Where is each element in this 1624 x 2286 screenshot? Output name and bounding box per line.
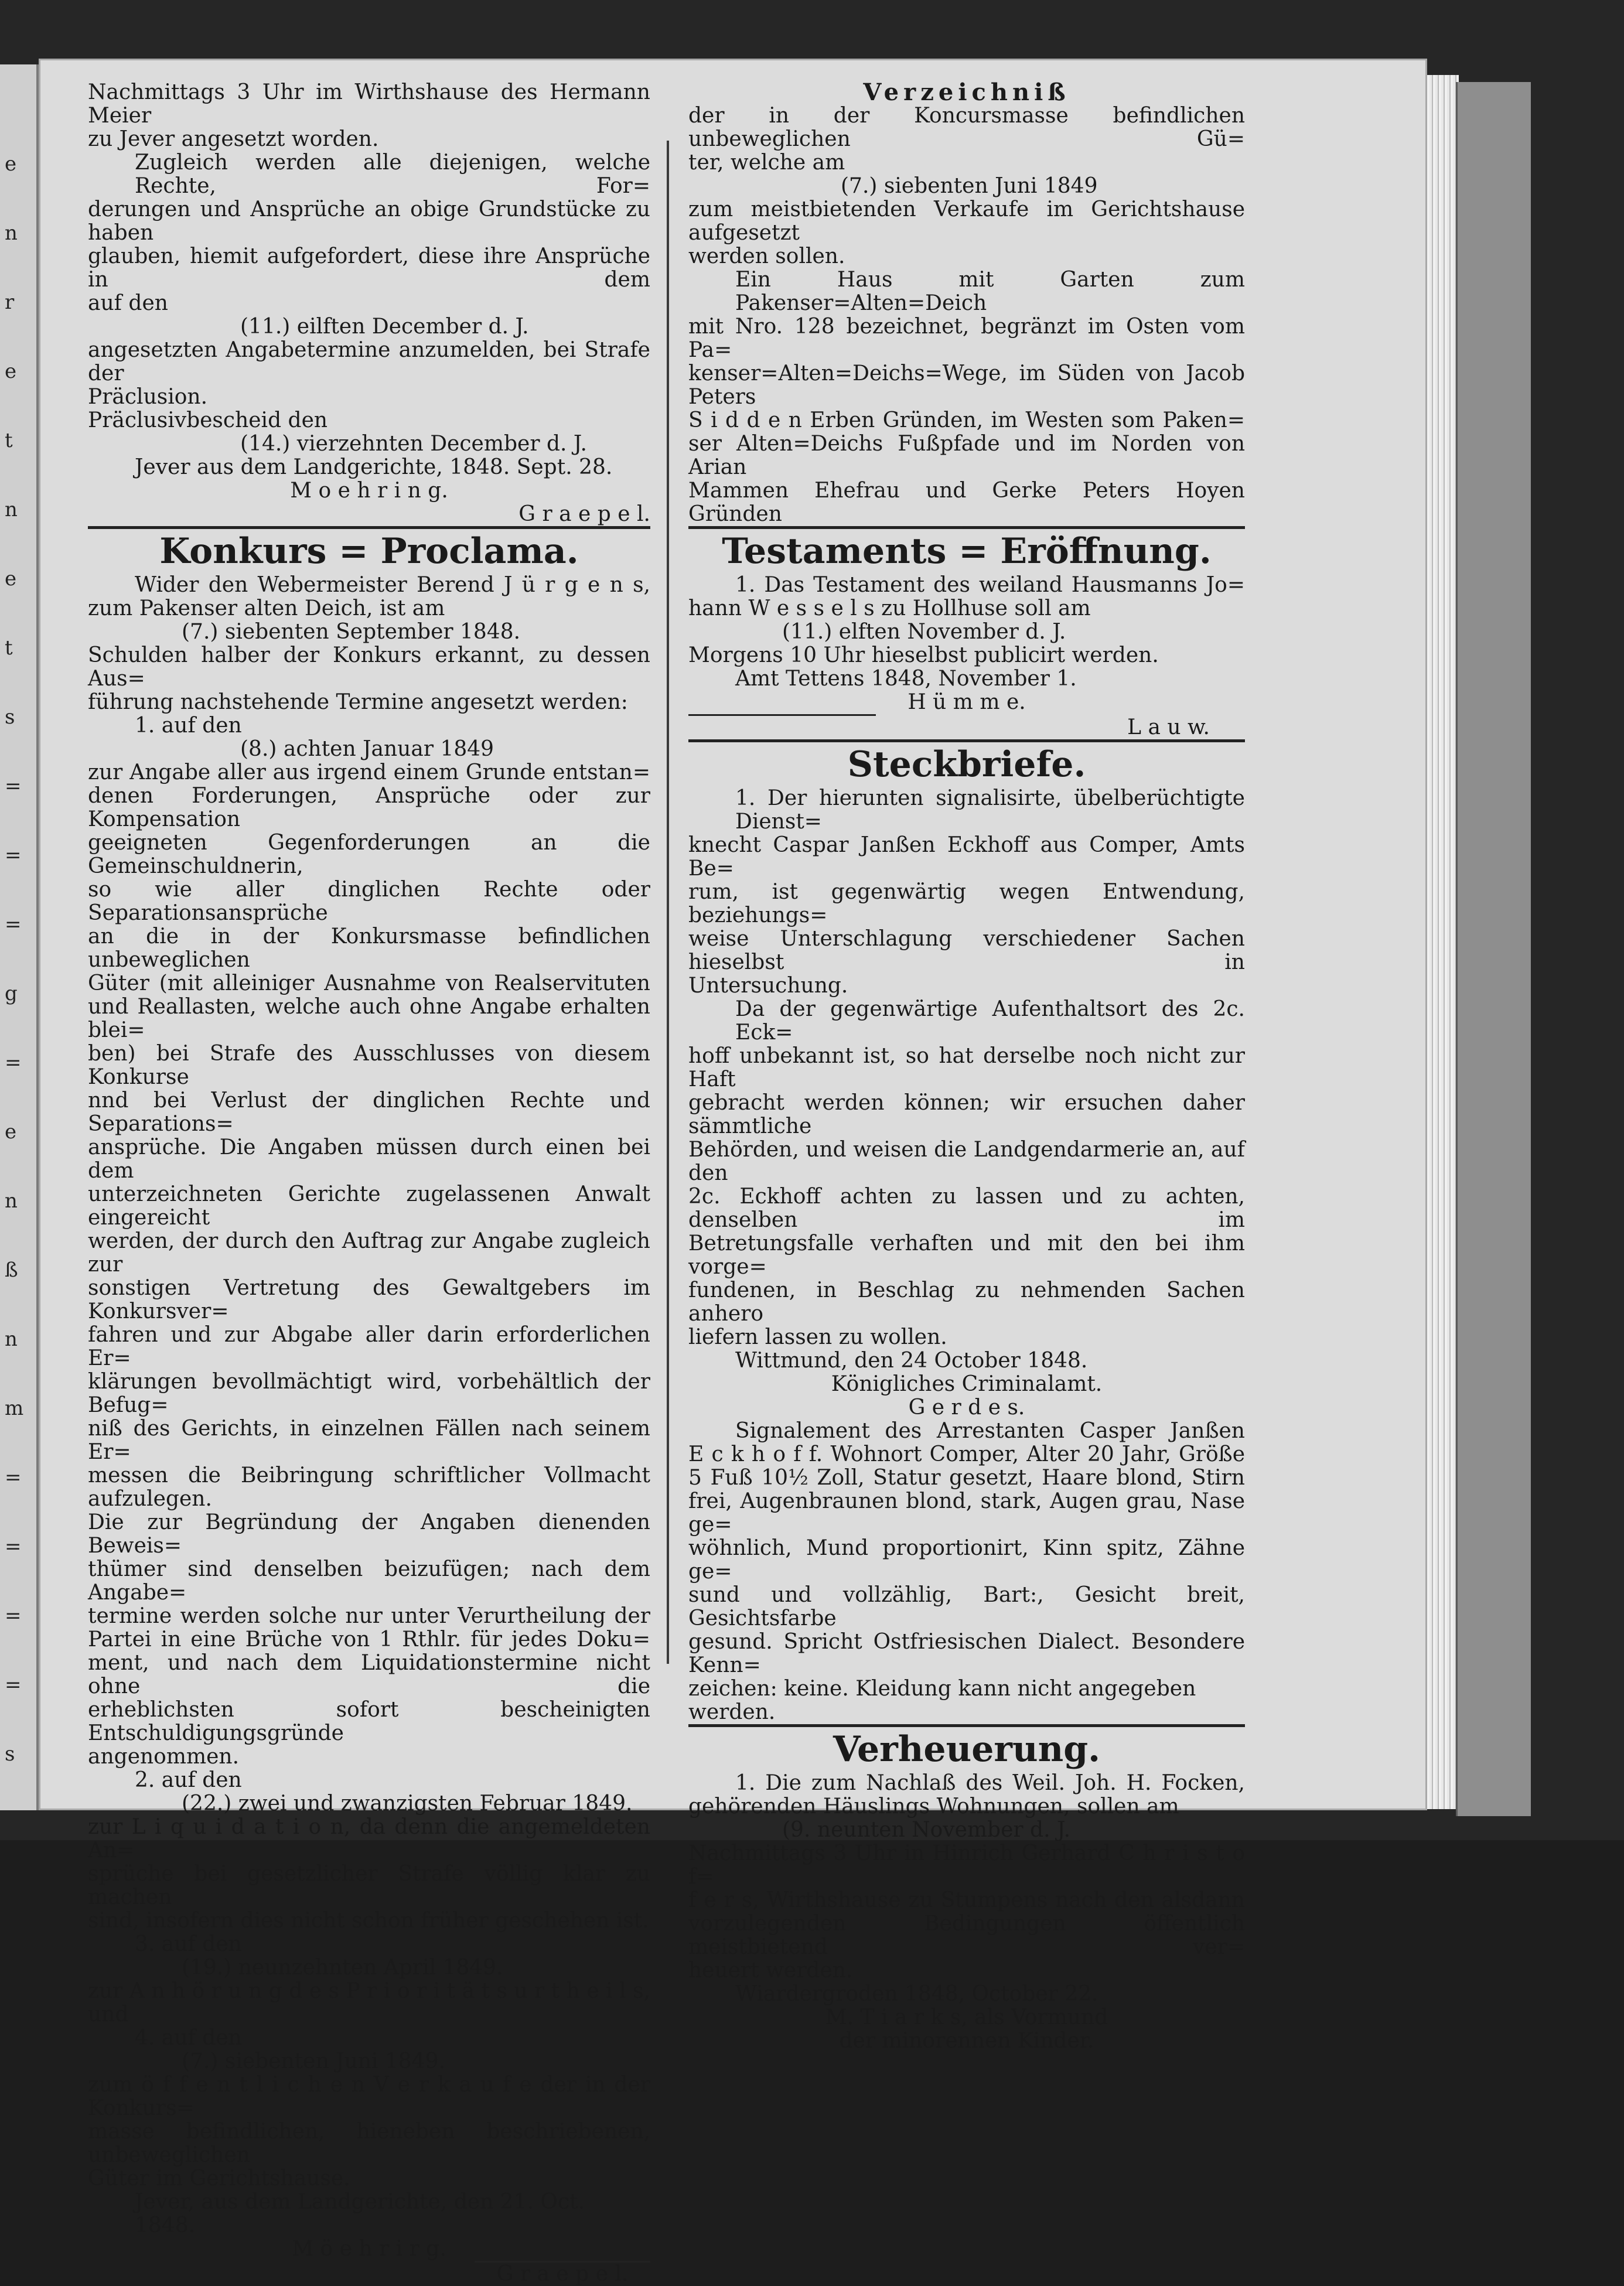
margin-fragment: ß xyxy=(5,1258,18,1282)
text-line: mit Nro. 128 bezeichnet, begränzt im Osten vom Pa= xyxy=(688,315,1245,362)
text-line: Morgens 10 Uhr hieselbst publicirt werden. xyxy=(688,643,1159,667)
text-line: masse befindlichen, hieneben beschriebenen, unbeweglichen xyxy=(88,2120,650,2167)
text-line: fundenen, in Beschlag zu nehmenden Sachen anhero xyxy=(688,1278,1245,1326)
date-line: (22.) zwei und zwanzigsten Februar 1849. xyxy=(182,1792,633,1816)
authority: Königliches Criminalamt. xyxy=(831,1372,1103,1396)
margin-fragment: = xyxy=(5,1051,22,1074)
margin-fragment: = xyxy=(5,1604,22,1628)
margin-fragment: n xyxy=(5,1328,18,1351)
margin-fragment: = xyxy=(5,913,22,936)
text-line: glauben, hiemit aufgefordert, diese ihre Ansprüche in dem xyxy=(88,244,650,292)
text-line: Die zur Begründung der Angaben dienenden Beweis= xyxy=(88,1510,650,1558)
text-line: Betretungsfalle verhaften und mit den bei ihm vorge= xyxy=(688,1231,1245,1279)
text-line: thümer sind denselben beizufügen; nach dem Angabe= xyxy=(88,1557,650,1605)
margin-fragment: n xyxy=(5,1189,18,1213)
text-line: zu Jever angesetzt worden. xyxy=(88,127,379,151)
book-cover xyxy=(1456,82,1531,1816)
text-line: termine werden solche nur unter Verurtheilung der xyxy=(88,1604,650,1628)
text-line: denen Forderungen, Ansprüche oder zur Kompensation xyxy=(88,784,650,831)
text-line: an die in der Konkursmasse befindlichen unbeweglichen xyxy=(88,924,650,972)
text-line: 1. Der hierunten signalisirte, übelberüchtigte Dienst= xyxy=(735,786,1245,834)
margin-fragment: = xyxy=(5,844,22,867)
text-line: zur L i q u i d a t i o n, da denn die angemeldeten An= xyxy=(88,1815,650,1862)
date-line: (14.) vierzehnten December d. J. xyxy=(240,432,587,456)
text-line: Präclusivbescheid den xyxy=(88,408,328,432)
margin-fragment: s xyxy=(5,1742,15,1766)
margin-fragment: e xyxy=(5,152,17,176)
date-line: (8.) achten Januar 1849 xyxy=(240,737,494,761)
place-date: Jever aus dem Landgerichte, 1848. Sept. 28. xyxy=(135,455,613,479)
text-line: Schulden halber der Konkurs erkannt, zu dessen Aus= xyxy=(88,643,650,691)
text-line: f e r s, Wirthshause zu Stumpens nach den alsdann xyxy=(688,1888,1245,1912)
intro-block xyxy=(88,81,650,315)
text-line: gebracht werden können; wir ersuchen daher sämmtliche xyxy=(688,1091,1245,1138)
section-heading: Verheuerung. xyxy=(833,1729,1101,1770)
text-line: zur Angabe aller aus irgend einem Grunde entstan= xyxy=(88,760,650,784)
margin-fragment: e xyxy=(5,1120,17,1144)
text-line: Güter im Gerichtshause. xyxy=(88,2166,350,2191)
text-line: und Reallasten, welche auch ohne Angabe erhalten blei= xyxy=(88,995,650,1042)
place-date: Jever, aus dem Landgerichte, den 21. Oct. 1848. xyxy=(135,2190,585,2237)
text-line: zum meistbietenden Verkaufe im Gerichtshause aufgesetzt xyxy=(688,197,1245,245)
text-line: heuert werden. xyxy=(688,1959,853,1983)
date-line: (7.) siebenten Juni 1849 xyxy=(841,174,1098,198)
text-line: angenommen. xyxy=(88,1745,240,1769)
text-line: angesetzten Angabetermine anzumelden, bei Strafe der xyxy=(88,338,650,385)
signature: G r a e p e l. xyxy=(475,2261,650,2286)
text-line: Wider den Webermeister Berend J ü r g e n s, xyxy=(135,573,650,597)
text-line: vorzulegenden Bedingungen öffentlich meistbietend ver= xyxy=(688,1912,1245,1959)
text-line: kenser=Alten=Deichs=Wege, im Süden von Jacob Peters xyxy=(688,361,1245,409)
text-line: sind, insofern dies nicht schon früher geschehen ist. xyxy=(88,1909,649,1933)
text-line: knecht Caspar Janßen Eckhoff aus Comper, Amts Be= xyxy=(688,833,1245,881)
text-line: sonstigen Vertretung des Gewaltgebers im Konkursver= xyxy=(88,1276,650,1323)
section-heading: Steckbriefe. xyxy=(847,744,1086,785)
text-line: weise Unterschlagung verschiedener Sachen hieselbst in xyxy=(688,927,1245,974)
margin-fragment: m xyxy=(5,1397,24,1420)
signature: H ü m m e. xyxy=(907,690,1026,714)
text-line: unterzeichneten Gerichte zugelassenen Anwalt eingereicht xyxy=(88,1182,650,1230)
signature: G e r d e s. xyxy=(908,1396,1025,1420)
text-line: hann W e s s e l s zu Hollhuse soll am xyxy=(688,596,1091,620)
text-line: wöhnlich, Mund proportionirt, Kinn spitz, Zähne ge= xyxy=(688,1536,1245,1584)
margin-fragment: r xyxy=(5,291,15,314)
list-item: 2. auf den xyxy=(135,1768,242,1792)
signature: M o e h r i n g. xyxy=(290,479,448,503)
text-line: niß des Gerichts, in einzelnen Fällen nach seinem Er= xyxy=(88,1417,650,1464)
signature: M. T i a r k s, als Vormund xyxy=(825,2005,1108,2029)
list-item: 4. auf den xyxy=(135,2026,242,2050)
place-date: Amt Tettens 1848, November 1. xyxy=(735,667,1077,691)
text-line: gehörenden Häuslings Wohnungen, sollen am xyxy=(688,1794,1179,1818)
text-line: sprüche bei gesetzlicher Strafe völlig klar zu machen xyxy=(88,1862,650,1909)
text-line: so wie aller dinglichen Rechte oder Separationsansprüche xyxy=(88,878,650,925)
date-line: (11.) eilften December d. J. xyxy=(240,315,529,339)
text-line: Mammen Ehefrau und Gerke Peters Hoyen Gründen xyxy=(688,479,1245,526)
signature: der minorennen Kinder. xyxy=(839,2029,1094,2053)
body-text xyxy=(688,998,1245,1349)
section-heading: Testaments = Eröffnung. xyxy=(722,531,1212,572)
verzeichnis-title: Verzeichniß xyxy=(863,79,1070,106)
column-divider xyxy=(667,141,669,1664)
text-line: 2c. Eckhoff achten zu lassen und zu achten, denselben im xyxy=(688,1185,1245,1232)
left-page-edge xyxy=(0,64,39,1810)
text-line: Nachmittags 3 Uhr in Hinrich Gerhard C h r i s t o f= xyxy=(688,1841,1245,1889)
text-line: rum, ist gegenwärtig wegen Entwendung, beziehungs= xyxy=(688,880,1245,927)
body-text xyxy=(88,761,650,1769)
text-line: klärungen bevollmächtigt wird, vorbehältlich der Befug= xyxy=(88,1370,650,1417)
date-line: (7.) siebenten September 1848. xyxy=(182,620,521,644)
text-line: Nachmittags 3 Uhr im Wirthshause des Hermann Meier xyxy=(88,80,650,128)
margin-fragment: t xyxy=(5,429,13,452)
date-line: (11.) elften November d. J. xyxy=(782,620,1066,644)
place-date: Wiardergroden 1848, October 22. xyxy=(735,1982,1098,2006)
text-line: ter, welche am xyxy=(688,151,845,175)
signature: M ö e h r i r g. xyxy=(292,2237,446,2261)
signalement-text xyxy=(688,1420,1245,1724)
text-line: gesund. Spricht Ostfriesischen Dialect. Besondere Kenn= xyxy=(688,1630,1245,1677)
text-line: Präclusion. xyxy=(88,385,208,409)
margin-fragment: = xyxy=(5,1535,22,1558)
text-line: führung nachstehende Termine angesetzt werden: xyxy=(88,690,628,714)
text-line: Untersuchung. xyxy=(688,974,848,998)
text-line: ansprüche. Die Angaben müssen durch einen bei dem xyxy=(88,1135,650,1183)
margin-fragment: = xyxy=(5,774,22,798)
section-heading: Konkurs = Proclama. xyxy=(159,531,579,572)
margin-fragment: n xyxy=(5,221,18,245)
text-line: Signalement des Arrestanten Casper Janßen xyxy=(735,1419,1245,1443)
text-line: erheblichsten sofort bescheinigten Entschuldigungsgründe xyxy=(88,1698,650,1745)
text-line: messen die Beibringung schriftlicher Vollmacht aufzulegen. xyxy=(88,1463,650,1511)
text-line: S i d d e n Erben Gründen, im Westen som Paken= xyxy=(688,408,1245,432)
text-line: 5 Fuß 10½ Zoll, Statur gesetzt, Haare blond, Stirn xyxy=(688,1466,1245,1490)
right-column xyxy=(688,81,1245,2053)
text-line: werden sollen. xyxy=(688,244,845,268)
margin-fragment: e xyxy=(5,360,17,383)
place-date: Wittmund, den 24 October 1848. xyxy=(735,1349,1088,1373)
margin-fragment: e xyxy=(5,567,17,591)
text-line: 1. Die zum Nachlaß des Weil. Joh. H. Focken, xyxy=(735,1771,1245,1795)
date-line: (9. neunten November d. J. xyxy=(782,1818,1071,1842)
date-line: (7.) siebenten Juni 1849. xyxy=(182,2049,445,2073)
text-line: Partei in eine Brüche von 1 Rthlr. für jedes Doku= xyxy=(88,1628,650,1652)
text-line: fahren und zur Abgabe aller darin erforderlichen Er= xyxy=(88,1323,650,1370)
text-line: ben) bei Strafe des Ausschlusses von diesem Konkurse xyxy=(88,1042,650,1089)
text-line: Güter (mit alleiniger Ausnahme von Realservituten xyxy=(88,971,650,995)
margin-fragment: = xyxy=(5,1466,22,1489)
text-line: sund und vollzählig, Bart:, Gesicht breit, Gesichtsfarbe xyxy=(688,1583,1245,1630)
text-line: E c k h o f f. Wohnort Comper, Alter 20 Jahr, Größe xyxy=(688,1442,1245,1466)
text-line: derungen und Ansprüche an obige Grundstücke zu haben xyxy=(88,197,650,245)
text-line: Behörden, und weisen die Landgendarmerie an, auf den xyxy=(688,1138,1245,1185)
text-line: werden, der durch den Auftrag zur Angabe zugleich zur xyxy=(88,1229,650,1277)
text-line: nnd bei Verlust der dinglichen Rechte und Separations= xyxy=(88,1089,650,1136)
text-line: Ein Haus mit Garten zum Pakenser=Alten=Deich xyxy=(735,268,1245,315)
margin-fragment: g xyxy=(5,982,18,1005)
text-line: auf den xyxy=(88,291,168,315)
date-line: (19.) neunzehnten April 1849. xyxy=(182,1956,503,1980)
text-line: zum ö f f e n t l i c h e n V e r k a u f e der in der Konkurs= xyxy=(88,2073,650,2120)
signature: G r a e p e l. xyxy=(518,502,650,526)
text-line: Zugleich werden alle diejenigen, welche Rechte, For= xyxy=(135,151,650,198)
text-line: ment, und nach dem Liquidationstermine nicht ohne die xyxy=(88,1651,650,1698)
text-line: 1. Das Testament des weiland Hausmanns Jo= xyxy=(735,573,1245,597)
signature: L a u w. xyxy=(1127,715,1210,739)
text-line: zum Pakenser alten Deich, ist am xyxy=(88,596,445,620)
text-line: zeichen: keine. Kleidung kann nicht angegeben werden. xyxy=(688,1677,1196,1724)
text-line: ser Alten=Deichs Fußpfade und im Norden von Arian xyxy=(688,432,1245,479)
text-line: Da der gegenwärtige Aufenthaltsort des 2c. Eck= xyxy=(735,997,1245,1045)
text-line: zur A n h ö r u n g d e s P r i o r i t ä t s u r t h e i l s, und xyxy=(88,1979,650,2026)
text-line: liefern lassen zu wollen. xyxy=(688,1325,947,1349)
text-line: hoff unbekannt ist, so hat derselbe noch nicht zur Haft xyxy=(688,1044,1245,1091)
margin-fragment: = xyxy=(5,1673,22,1697)
text-line: frei, Augenbraunen blond, stark, Augen grau, Nase ge= xyxy=(688,1489,1245,1537)
margin-fragment: t xyxy=(5,636,13,660)
text-line: der in der Koncursmasse befindlichen unbeweglichen Gü= xyxy=(688,104,1245,151)
margin-fragment: s xyxy=(5,705,15,729)
list-item: 3. auf den xyxy=(135,1932,242,1956)
left-column xyxy=(88,81,650,2286)
list-item: 1. auf den xyxy=(135,714,242,738)
text-line: geeigneten Gegenforderungen an die Gemeinschuldnerin, xyxy=(88,831,650,878)
margin-fragment: n xyxy=(5,498,18,521)
